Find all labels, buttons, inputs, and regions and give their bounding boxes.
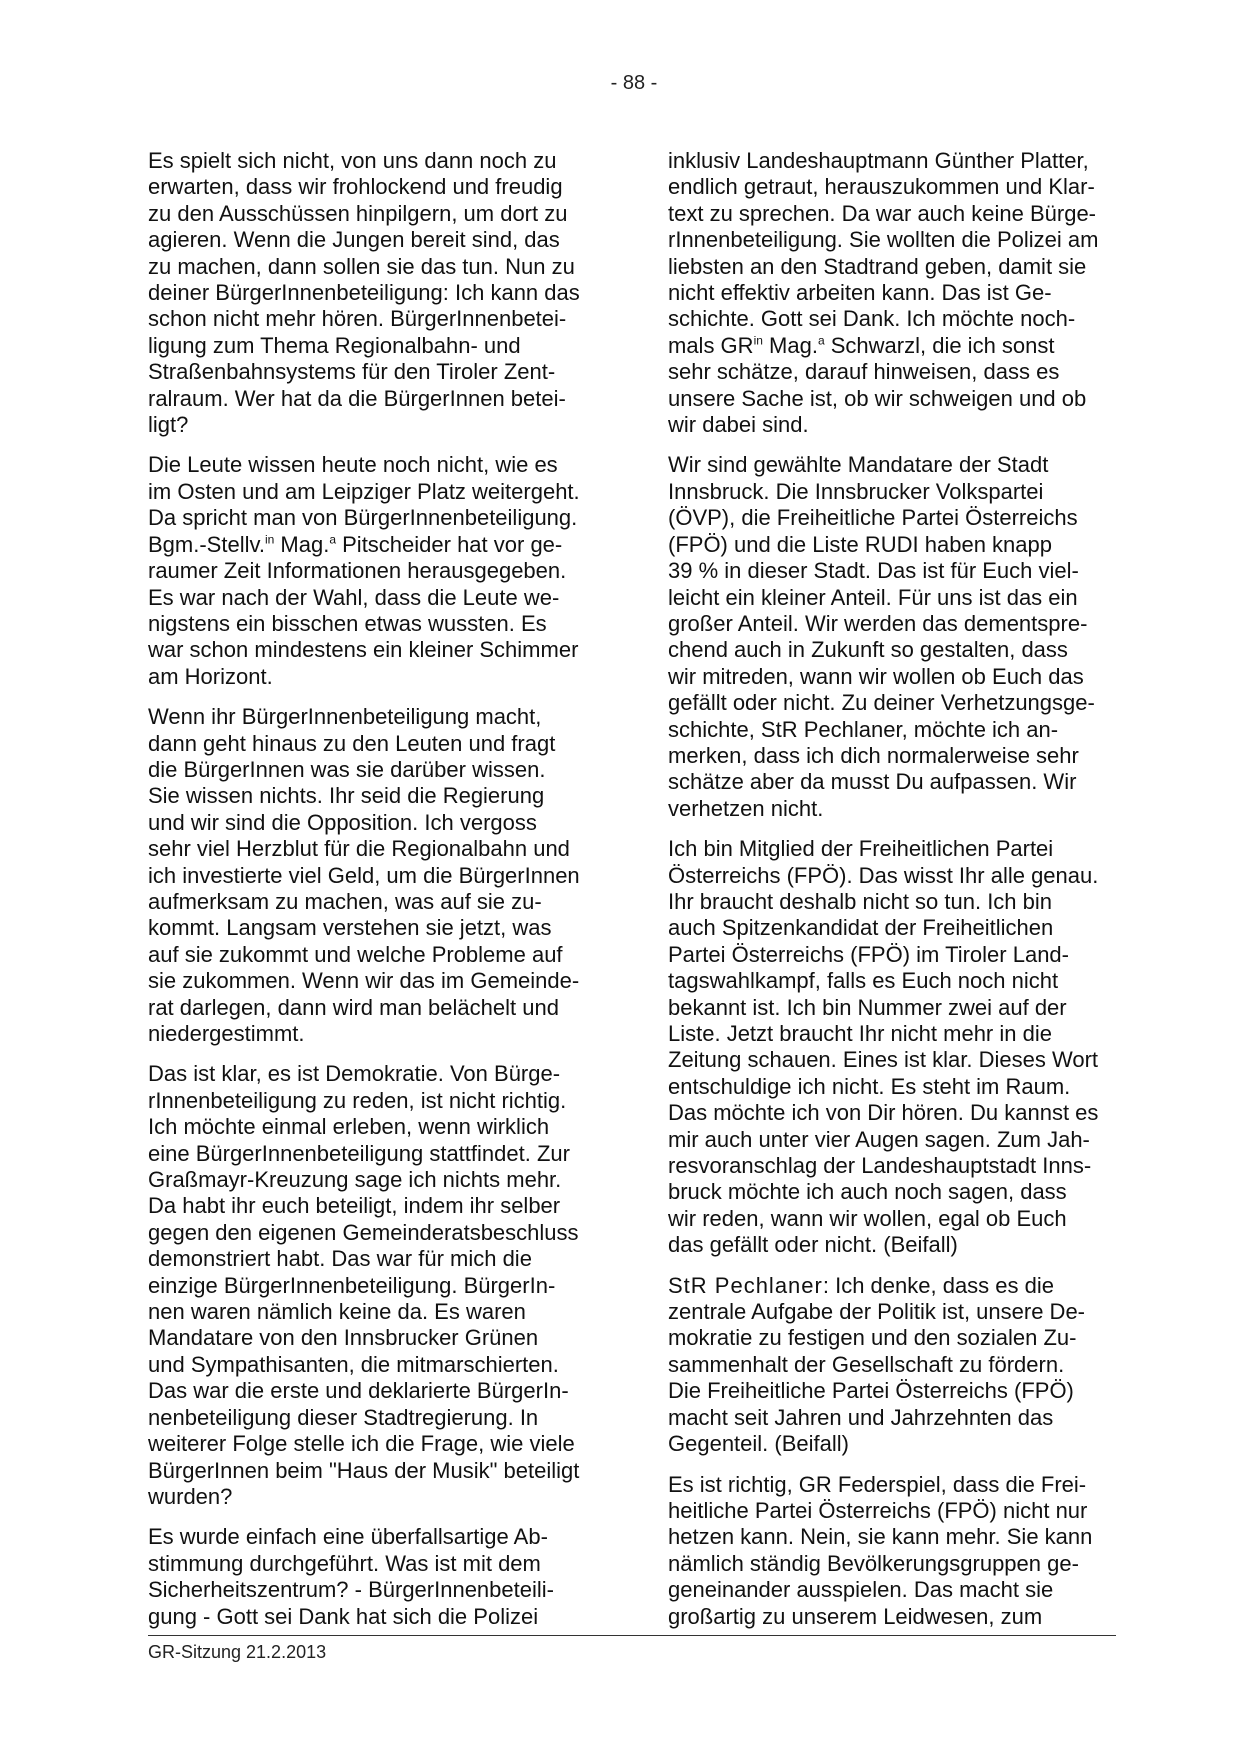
- text-fragment: Mag.: [274, 531, 330, 557]
- text-line: heitliche Partei Österreichs (FPÖ) nicht nur: [668, 1497, 1088, 1523]
- text-line: rInnenbeteiligung zu reden, ist nicht richtig.: [148, 1087, 567, 1113]
- right-column: [668, 148, 1148, 1644]
- text-line: ligt?: [148, 412, 189, 438]
- text-line: schätze aber da musst Du aufpassen. Wir: [668, 769, 1077, 795]
- paragraph: [148, 452, 628, 690]
- paragraph: [148, 148, 628, 438]
- text-line: im Osten und am Leipziger Platz weitergeht.: [148, 478, 580, 504]
- text-line: unsere Sache ist, ob wir schweigen und ob: [668, 385, 1087, 411]
- text-line: schichte, StR Pechlaner, möchte ich an-: [668, 716, 1059, 742]
- text-line: entschuldige ich nicht. Es steht im Raum.: [668, 1073, 1071, 1099]
- text-line: gung - Gott sei Dank hat sich die Polizei: [148, 1603, 539, 1629]
- text-line: merken, dass ich dich normalerweise sehr: [668, 742, 1079, 768]
- text-line: Die Freiheitliche Partei Österreichs (FPÖ): [668, 1378, 1074, 1404]
- text-line: einzige BürgerInnenbeteiligung. BürgerIn-: [148, 1272, 556, 1298]
- text-line: stimmung durchgeführt. Was ist mit dem: [148, 1550, 541, 1576]
- text-line: Die Leute wissen heute noch nicht, wie es: [148, 452, 558, 478]
- text-line: das gefällt oder nicht. (Beifall): [668, 1232, 958, 1258]
- text-line: großer Anteil. Wir werden das dementspre-: [668, 610, 1088, 636]
- speaker-name: StR Pechlaner: [668, 1272, 823, 1298]
- text-line: bruck möchte ich auch noch sagen, dass: [668, 1179, 1067, 1205]
- text-line: [148, 532, 628, 558]
- text-line: zentrale Aufgabe der Politik ist, unsere De-: [668, 1299, 1086, 1325]
- text-line: text zu sprechen. Da war auch keine Bürge-: [668, 200, 1097, 226]
- text-fragment: mals GR: [668, 332, 754, 358]
- text-line: Ich möchte einmal erleben, wenn wirklich: [148, 1114, 550, 1140]
- text-line: Straßenbahnsystems für den Tiroler Zent-: [148, 359, 556, 385]
- text-line: BürgerInnen beim "Haus der Musik" beteiligt: [148, 1457, 580, 1483]
- text-line: erwarten, dass wir frohlockend und freudig: [148, 174, 563, 200]
- text-line: wir dabei sind.: [668, 412, 809, 438]
- text-line: (FPÖ) und die Liste RUDI haben knapp: [668, 531, 1052, 557]
- footer-text: GR-Sitzung 21.2.2013: [148, 1642, 327, 1662]
- text-line: demonstriert habt. Das war für mich die: [148, 1246, 532, 1272]
- text-line: zu machen, dann sollen sie das tun. Nun zu: [148, 253, 575, 279]
- text-line: Gegenteil. (Beifall): [668, 1431, 849, 1457]
- text-line: rInnenbeteiligung. Sie wollten die Polizei am: [668, 227, 1099, 253]
- text-line: ich investierte viel Geld, um die BürgerInnen: [148, 862, 580, 888]
- text-line: liebsten an den Stadtrand geben, damit sie: [668, 253, 1087, 279]
- text-line: Da habt ihr euch beteiligt, indem ihr selber: [148, 1193, 561, 1219]
- text-line: Partei Österreichs (FPÖ) im Tiroler Land-: [668, 941, 1069, 967]
- text-line: Zeitung schauen. Eines ist klar. Dieses Wort: [668, 1047, 1099, 1073]
- text-line: Liste. Jetzt braucht Ihr nicht mehr in die: [668, 1021, 1052, 1046]
- text-fragment: Schwarzl, die ich sonst: [824, 332, 1055, 358]
- text-line: Mandatare von den Innsbrucker Grünen: [148, 1325, 539, 1351]
- paragraph: [668, 1273, 1148, 1458]
- text-line: nigstens ein bisschen etwas wussten. Es: [148, 610, 547, 636]
- text-fragment: Bgm.-Stellv.: [148, 531, 265, 557]
- text-line: auch Spitzenkandidat der Freiheitlichen: [668, 915, 1054, 941]
- text-line: Es ist richtig, GR Federspiel, dass die Frei-: [668, 1471, 1087, 1497]
- footer-divider: [148, 1635, 1116, 1636]
- superscript: in: [753, 333, 763, 348]
- text-line: ralraum. Wer hat da die BürgerInnen betei-: [148, 385, 566, 411]
- text-line: Sie wissen nichts. Ihr seid die Regierung: [148, 783, 545, 809]
- text-line: dann geht hinaus zu den Leuten und fragt: [148, 730, 556, 756]
- text-line: niedergestimmt.: [148, 1021, 305, 1046]
- text-line: kommt. Langsam verstehen sie jetzt, was: [148, 915, 552, 941]
- paragraph: [668, 836, 1148, 1259]
- text-line: wurden?: [148, 1483, 233, 1509]
- text-line: nicht effektiv arbeiten kann. Das ist Ge-: [668, 280, 1052, 306]
- text-line: Graßmayr-Kreuzung sage ich nichts mehr.: [148, 1167, 562, 1193]
- text-line: verhetzen nicht.: [668, 795, 824, 821]
- text-line: 39 % in dieser Stadt. Das ist für Euch viel-: [668, 558, 1079, 584]
- text-line: sie zukommen. Wenn wir das im Gemeinde-: [148, 968, 580, 994]
- text-line: großartig zu unserem Leidwesen, zum: [668, 1603, 1043, 1629]
- text-line: Es spielt sich nicht, von uns dann noch zu: [148, 148, 557, 173]
- text-line: nenbeteiligung dieser Stadtregierung. In: [148, 1404, 539, 1430]
- text-line: zu den Ausschüssen hinpilgern, um dort zu: [148, 200, 568, 226]
- text-line: hetzen kann. Nein, sie kann mehr. Sie kann: [668, 1524, 1093, 1550]
- text-line: Wir sind gewählte Mandatare der Stadt: [668, 452, 1049, 478]
- text-line: tagswahlkampf, falls es Euch noch nicht: [668, 968, 1059, 994]
- superscript: a: [329, 532, 337, 547]
- text-line: [668, 1273, 1148, 1299]
- text-line: Das ist klar, es ist Demokratie. Von Bürge-: [148, 1061, 561, 1087]
- text-line: sehr schätze, darauf hinweisen, dass es: [668, 359, 1060, 385]
- text-line: eine BürgerInnenbeteiligung stattfindet. Zur: [148, 1140, 570, 1166]
- text-line: Es war nach der Wahl, dass die Leute we-: [148, 584, 560, 610]
- text-line: [668, 333, 1148, 359]
- text-line: mokratie zu festigen und den sozialen Zu-: [668, 1325, 1077, 1351]
- text-line: auf sie zukommt und welche Probleme auf: [148, 941, 563, 967]
- text-line: sammenhalt der Gesellschaft zu fördern.: [668, 1351, 1065, 1377]
- text-line: schon nicht mehr hören. BürgerInnenbetei-: [148, 306, 567, 332]
- text-fragment: : Ich denke, dass es die: [822, 1272, 1054, 1298]
- paragraph: [668, 452, 1148, 822]
- text-line: weiterer Folge stelle ich die Frage, wie viele: [148, 1431, 575, 1457]
- superscript: a: [817, 333, 825, 348]
- text-line: leicht ein kleiner Anteil. Für uns ist das ein: [668, 584, 1078, 610]
- text-line: Ihr braucht deshalb nicht so tun. Ich bin: [668, 888, 1053, 914]
- text-line: raumer Zeit Informationen herausgegeben.: [148, 558, 567, 584]
- paragraph: [148, 1524, 628, 1630]
- left-column: [148, 148, 628, 1644]
- text-line: Österreichs (FPÖ). Das wisst Ihr alle genau.: [668, 862, 1099, 888]
- paragraph: [668, 1472, 1148, 1630]
- text-line: und Sympathisanten, die mitmarschierten.: [148, 1351, 559, 1377]
- text-line: (ÖVP), die Freiheitliche Partei Österreichs: [668, 505, 1078, 531]
- text-line: ligung zum Thema Regionalbahn- und: [148, 332, 521, 358]
- text-line: Innsbruck. Die Innsbrucker Volkspartei: [668, 478, 1044, 504]
- text-line: geneinander ausspielen. Das macht sie: [668, 1577, 1054, 1603]
- text-line: Ich bin Mitglied der Freiheitlichen Partei: [668, 836, 1054, 862]
- text-line: macht seit Jahren und Jahrzehnten das: [668, 1404, 1054, 1430]
- text-line: und wir sind die Opposition. Ich vergoss: [148, 809, 537, 835]
- text-line: sehr viel Herzblut für die Regionalbahn und: [148, 836, 570, 862]
- text-fragment: Mag.: [762, 332, 818, 358]
- text-line: wir reden, wann wir wollen, egal ob Euch: [668, 1205, 1067, 1231]
- text-line: war schon mindestens ein kleiner Schimmer: [148, 637, 579, 663]
- text-line: resvoranschlag der Landeshauptstadt Inns-: [668, 1153, 1092, 1179]
- text-line: gefällt oder nicht. Zu deiner Verhetzungsge-: [668, 690, 1095, 716]
- text-line: die BürgerInnen was sie darüber wissen.: [148, 756, 546, 782]
- paragraph: [668, 148, 1148, 438]
- paragraph: [148, 704, 628, 1047]
- text-line: nen waren nämlich keine da. Es waren: [148, 1299, 526, 1325]
- text-line: rat darlegen, dann wird man belächelt und: [148, 994, 559, 1020]
- text-line: gegen den eigenen Gemeinderatsbeschluss: [148, 1219, 579, 1245]
- text-line: inklusiv Landeshauptmann Günther Platter,: [668, 148, 1089, 173]
- text-line: Das war die erste und deklarierte BürgerIn-: [148, 1378, 569, 1404]
- text-line: schichte. Gott sei Dank. Ich möchte noch-: [668, 306, 1076, 332]
- text-line: Es wurde einfach eine überfallsartige Ab-: [148, 1524, 548, 1550]
- page-number: - 88 -: [610, 72, 658, 94]
- text-line: agieren. Wenn die Jungen bereit sind, das: [148, 227, 560, 253]
- text-line: Sicherheitszentrum? - BürgerInnenbeteili-: [148, 1577, 554, 1603]
- text-line: bekannt ist. Ich bin Nummer zwei auf der: [668, 994, 1067, 1020]
- text-line: chend auch in Zukunft so gestalten, dass: [668, 637, 1068, 663]
- text-line: wir mitreden, wann wir wollen ob Euch das: [668, 663, 1084, 689]
- text-line: Das möchte ich von Dir hören. Du kannst es: [668, 1100, 1099, 1126]
- text-line: Da spricht man von BürgerInnenbeteiligung.: [148, 505, 578, 531]
- text-line: endlich getraut, herauszukommen und Klar-: [668, 174, 1095, 200]
- text-line: Wenn ihr BürgerInnenbeteiligung macht,: [148, 704, 542, 730]
- superscript: in: [264, 532, 275, 547]
- text-line: mir auch unter vier Augen sagen. Zum Jah-: [668, 1126, 1090, 1152]
- text-line: am Horizont.: [148, 663, 273, 689]
- text-line: nämlich ständig Bevölkerungsgruppen ge-: [668, 1550, 1079, 1576]
- text-fragment: Pitscheider hat vor ge-: [336, 531, 563, 557]
- text-line: aufmerksam zu machen, was auf sie zu-: [148, 888, 542, 914]
- text-line: deiner BürgerInnenbeteiligung: Ich kann das: [148, 280, 580, 306]
- paragraph: [148, 1061, 628, 1510]
